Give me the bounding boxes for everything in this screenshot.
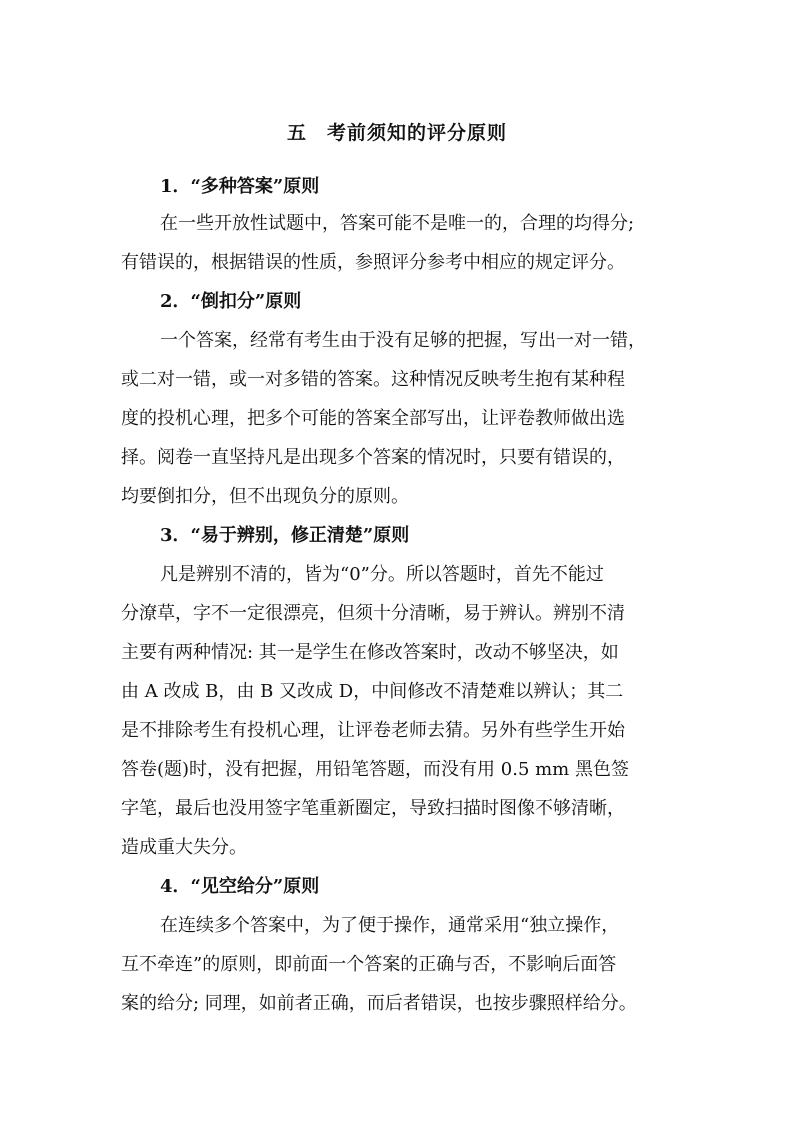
paragraph-line: 择。阅卷一直坚持凡是出现多个答案的情况时，只要有错误的， bbox=[121, 447, 625, 468]
paragraph-line: 是不排除考生有投机心理，让评卷老师去猜。另外有些学生开始 bbox=[121, 720, 625, 741]
paragraph-line: 案的给分; 同理，如前者正确，而后者错误，也按步骤照样给分。 bbox=[121, 993, 637, 1014]
section-heading-4: 4．“见空给分”原则 bbox=[160, 876, 320, 897]
section-heading-2: 2．“倒扣分”原则 bbox=[160, 291, 302, 312]
paragraph-line: 凡是辨别不清的，皆为“0”分。所以答题时，首先不能过 bbox=[160, 564, 604, 585]
page-title: 五 考前须知的评分原则 bbox=[286, 122, 507, 144]
paragraph-line: 由 A 改成 B，由 B 又改成 D，中间修改不清楚难以辨认；其二 bbox=[121, 681, 624, 702]
paragraph-line: 均要倒扣分，但不出现负分的原则。 bbox=[121, 486, 409, 507]
paragraph-line: 主要有两种情况: 其一是学生在修改答案时，改动不够坚决，如 bbox=[121, 642, 619, 663]
paragraph-line: 有错误的，根据错误的性质，参照评分参考中相应的规定评分。 bbox=[121, 252, 625, 273]
paragraph-line: 字笔，最后也没用签字笔重新圈定，导致扫描时图像不够清晰， bbox=[121, 798, 625, 819]
paragraph-line: 在一些开放性试题中，答案可能不是唯一的，合理的均得分; bbox=[160, 213, 635, 234]
paragraph-line: 造成重大失分。 bbox=[121, 837, 247, 858]
section-heading-1: 1．“多种答案”原则 bbox=[160, 176, 320, 197]
paragraph-line: 在连续多个答案中，为了便于操作，通常采用“独立操作， bbox=[160, 915, 620, 936]
paragraph-line: 一个答案，经常有考生由于没有足够的把握，写出一对一错， bbox=[160, 330, 646, 351]
paragraph-line: 度的投机心理，把多个可能的答案全部写出，让评卷教师做出选 bbox=[121, 408, 625, 429]
paragraph-line: 互不牵连”的原则，即前面一个答案的正确与否，不影响后面答 bbox=[121, 954, 617, 975]
paragraph-line: 答卷(题)时，没有把握，用铅笔答题，而没有用 0.5 mm 黑色签 bbox=[121, 759, 629, 780]
paragraph-line: 分潦草，字不一定很漂亮，但须十分清晰，易于辨认。辨别不清 bbox=[121, 603, 625, 624]
paragraph-line: 或二对一错，或一对多错的答案。这种情况反映考生抱有某种程 bbox=[121, 369, 625, 390]
section-heading-3: 3．“易于辨别，修正清楚”原则 bbox=[160, 525, 410, 546]
